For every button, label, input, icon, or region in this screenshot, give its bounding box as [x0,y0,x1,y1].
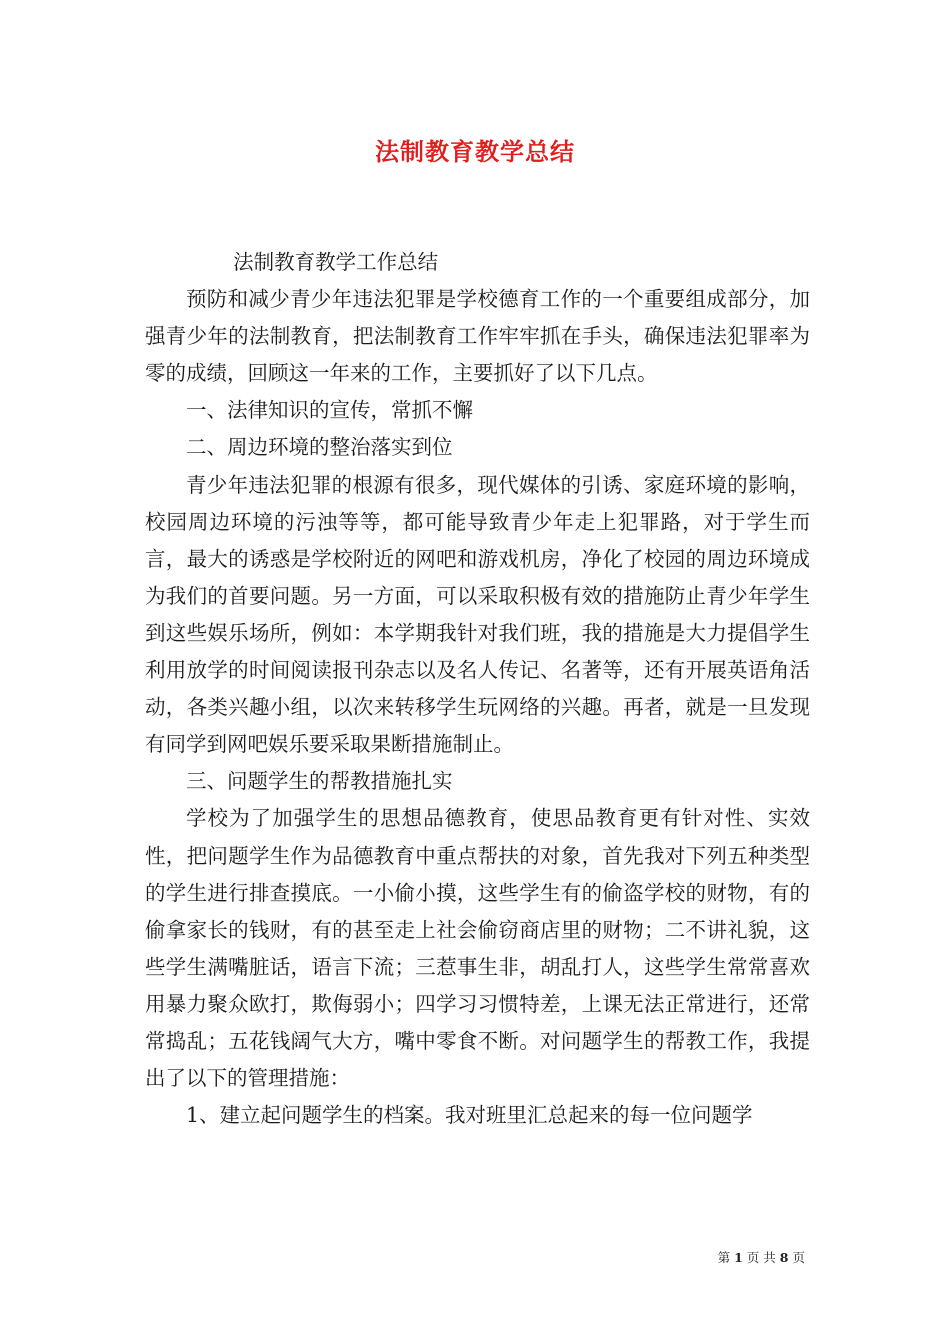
paragraph-environment: 青少年违法犯罪的根源有很多，现代媒体的引诱、家庭环境的影响，校园周边环境的污浊等等，都可能导致青少年走上犯罪路，对于学生而言，最大的诱惑是学校附近的网吧和游戏机房，净化了校园的周边环境成为我们的首要问题。另一方面，可以采取积极有效的措施防止青少年学生到这些娱乐场所，例如：本学期我针对我们班，我的措施是大力提倡学生利用放学的时间阅读报刊杂志以及名人传记、名著等，还有开展英语角活动，各类兴趣小组，以次来转移学生玩网络的兴趣。再者，就是一旦发现有同学到网吧娱乐要采取果断措施制止。 [145,472,810,757]
total-page-number: 8 [779,1250,789,1265]
section-subtitle: 法制教育教学工作总结 [233,250,439,274]
page-number-footer [718,1248,805,1266]
document-title: 法制教育教学总结 [375,137,575,166]
section-heading-1: 一、法律知识的宣传，常抓不懈 [186,398,473,423]
paragraph-intro: 预防和减少青少年违法犯罪是学校德育工作的一个重要组成部分，加强青少年的法制教育，把法制教育工作牢牢抓在手头，确保违法犯罪率为零的成绩，回顾这一年来的工作，主要抓好了以下几点。 [145,287,810,386]
footer-prefix: 第 [717,1250,731,1265]
paragraph-measure-1: 1、建立起问题学生的档案。我对班里汇总起来的每一位问题学 [186,1103,753,1128]
section-heading-2: 二、周边环境的整治落实到位 [186,435,453,460]
footer-middle: 页 共 [746,1250,776,1265]
document-body [145,244,810,1134]
current-page-number: 1 [734,1250,743,1265]
section-heading-3: 三、问题学生的帮教措施扎实 [186,769,453,794]
footer-suffix: 页 [792,1250,805,1265]
paragraph-problem-students: 学校为了加强学生的思想品德教育，使思品教育更有针对性、实效性，把问题学生作为品德教育中重点帮扶的对象，首先我对下列五种类型的学生进行排查摸底。一小偷小摸，这些学生有的偷盗学校的财物，有的偷拿家长的钱财，有的甚至走上社会偷窃商店里的财物；二不讲礼貌，这些学生满嘴脏话，语言下流；三惹事生非，胡乱打人，这些学生常常喜欢用暴力聚众欧打，欺侮弱小；四学习习惯特差，上课无法正常进行，还常常捣乱；五花钱阔气大方，嘴中零食不断。对问题学生的帮教工作，我提出了以下的管理措施： [145,806,810,1091]
